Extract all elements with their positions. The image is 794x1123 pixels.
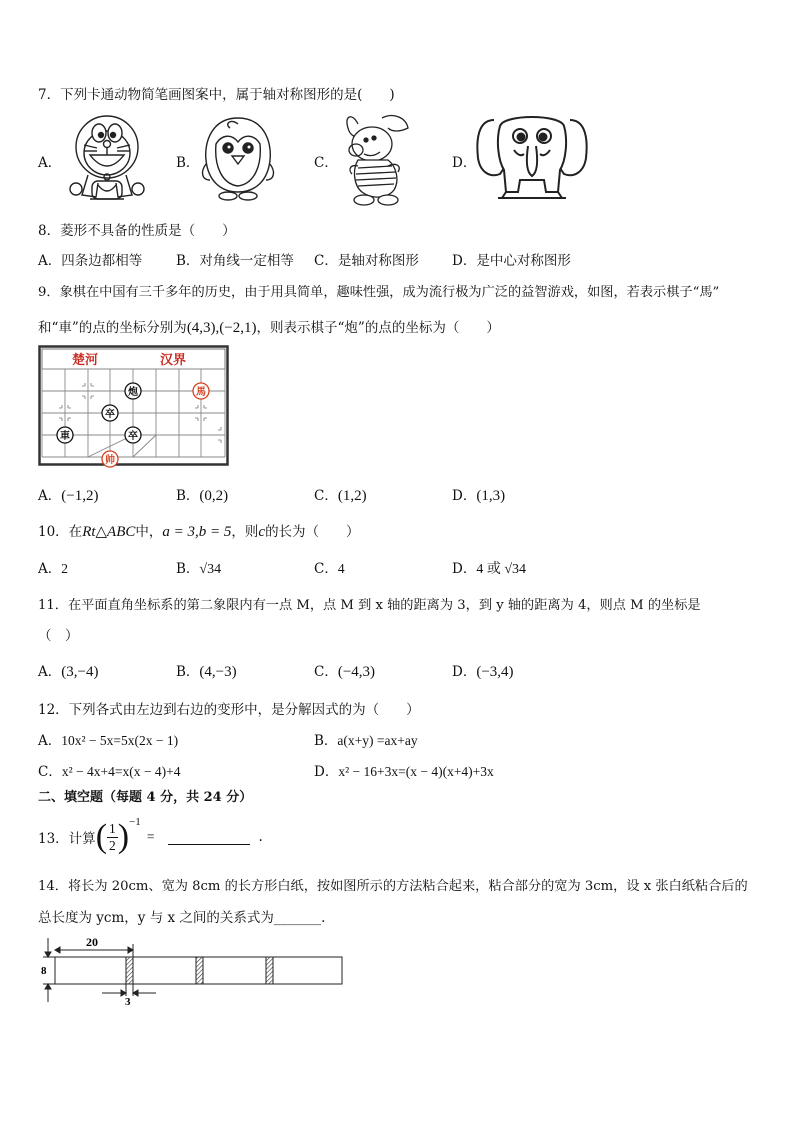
q8-option-a: A．四条边都相等 [38,253,143,269]
q8-option-b: B．对角线一定相等 [176,253,294,269]
paper-strip-figure [38,934,348,1006]
q11-option-a: A．(3,−4) [38,664,99,680]
q13-exponent: −1 [129,816,141,828]
q9-option-d: D．(1,3) [452,488,506,504]
q11-stem-line1: 11．在平面直角坐标系的第二象限内有一点 M，点 M 到 x 轴的距离为 3，到 y 轴的距离为 4，则点 M 的坐标是 [38,598,701,613]
q13-stem: 13．计算 ( $\frac{1}{2}$ ) −1 = . [38,816,263,855]
q9-stem-part-b: ，则表示棋子“炮”的点的坐标为（ ） [256,320,500,336]
svg-text:卒: 卒 [128,431,138,442]
q12-option-d: D．x² − 16+3x=(x − 4)(x+4)+3x [314,764,494,780]
q12-stem: 12．下列各式由左边到右边的变形中，是分解因式的为（ ） [38,702,420,718]
q7-option-d-label: D． [452,155,477,171]
q12-option-a: A．10x² − 5x=5x(2x − 1) [38,733,179,749]
q12-option-b: B．a(x+y) =ax+ay [314,733,418,749]
q10-option-a: A．2 [38,561,68,577]
q7-option-b-label: B． [176,155,200,171]
svg-text:卒: 卒 [105,409,115,420]
q9-option-a: A．(−1,2) [38,488,99,504]
svg-text:帅: 帅 [105,455,115,466]
q8-stem: 8．菱形不具备的性质是（ ） [38,223,236,239]
elephant-cartoon-image [474,110,590,210]
q11-option-c: C．(−4,3) [314,664,376,680]
chess-piece-shuai [102,451,118,467]
q10-stem: 10．在Rt△ABC中，a = 3,b = 5，则c的长为（ ） [38,524,360,540]
chess-piece-ma [193,383,209,399]
q7-stem: 7．下列卡通动物简笔画图案中，属于轴对称图形的是( ) [38,87,395,103]
q7-option-c-label: C． [314,155,338,171]
q10-triangle: Rt△ABC [82,524,136,540]
q11-option-b: B．(4,−3) [176,664,237,680]
penguin-cartoon-image [198,114,278,204]
q13-fraction: $\frac{1}{2}$ [109,820,116,853]
q9-stem-line1: 9．象棋在中国有三千多年的历史，由于用具简单，趣味性强，成为流行极为广泛的益智游戏，如图，若表示棋子“馬” [38,285,720,300]
q8-option-c: C．是轴对称图形 [314,253,419,269]
q14-line1: 14．将长为 20cm、宽为 8cm 的长方形白纸，按如图所示的方法粘合起来，粘合部分的宽为 3cm，设 x 张白纸粘合后的 [38,879,748,894]
chess-piece-zu-2 [125,427,141,443]
doraemon-cartoon-image [62,111,152,207]
chess-piece-zu-1 [102,405,118,421]
q10-given: a = 3,b = 5 [162,524,232,540]
q9-stem-line2 [38,316,500,337]
chess-piece-pao [125,383,141,399]
strip-overlap-label: 3 [125,996,131,1006]
q9-stem-part-a: 和“車”的点的坐标分别为 [38,320,187,336]
q10-option-c: C．4 [314,561,345,577]
q12-option-c: C．x² − 4x+4=x(x − 4)+4 [38,764,181,780]
board-title-left: 楚河 [72,352,99,367]
section-2-title: 二、填空题（每题 4 分，共 24 分） [38,790,253,805]
q9-coords: (4,3),(−2,1) [186,320,257,336]
svg-text:馬: 馬 [196,387,206,398]
strip-length-label: 20 [86,935,98,949]
q11-option-d: D．(−3,4) [452,664,514,680]
board-title-right: 汉界 [160,352,187,367]
q11-stem-line2: （ ） [38,628,79,644]
q9-option-b: B．(0,2) [176,488,229,504]
piglet-cartoon-image [338,110,418,210]
strip-width-label: 8 [41,965,47,977]
chess-piece-ju [57,427,73,443]
q9-option-c: C．(1,2) [314,488,367,504]
q10-option-d: D．4 或 √34 [452,561,527,577]
svg-text:車: 車 [60,431,70,442]
q7-option-a-label: A． [38,155,62,171]
q10-option-b: B．√34 [176,561,222,577]
q13-answer-blank[interactable] [168,830,250,845]
q8-option-d: D．是中心对称图形 [452,253,571,269]
svg-text:炮: 炮 [128,387,138,398]
chess-board-figure [38,345,230,469]
q14-line2: 总长度为 ycm，y 与 x 之间的关系式为_______. [38,910,326,926]
